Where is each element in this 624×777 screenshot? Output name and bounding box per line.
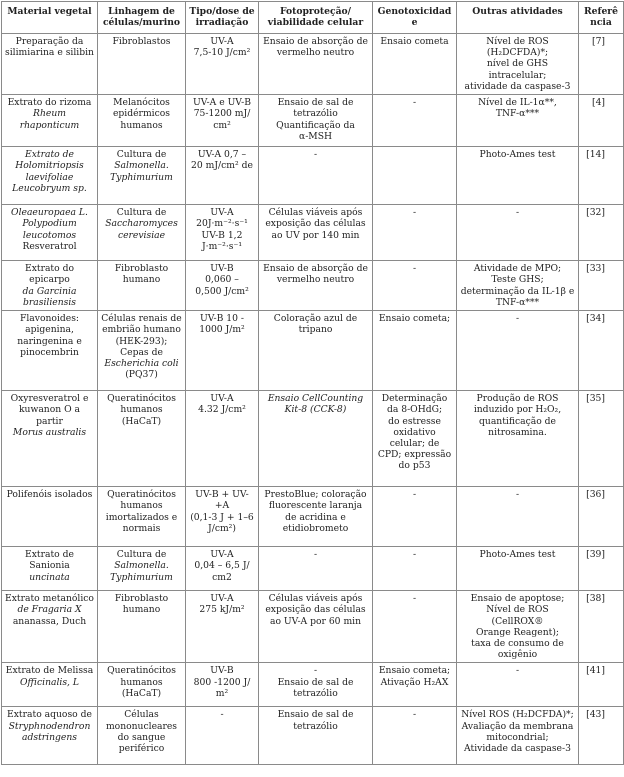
cell-line-text: Polifenóis isolados [6, 489, 93, 501]
cell-cell-line [98, 487, 186, 547]
cell-line-text: - [220, 709, 224, 721]
cell-line-text: quantificação de [479, 415, 556, 427]
cell-other-activities [457, 95, 579, 147]
table-row [2, 311, 624, 391]
cell-cell-line [98, 547, 186, 591]
cell-line-text: humanos [120, 404, 163, 416]
col-header-material: Material vegetal [2, 2, 98, 34]
cell-line-text: - [412, 207, 417, 219]
cell-line-text: 800 -1200 J/ [193, 676, 251, 688]
cell-line-text: Extrato aquoso de [7, 709, 92, 721]
cell-genotoxicity [373, 591, 457, 663]
cell-line-text: UV-B [210, 263, 234, 275]
cell-line-text: pinocembrin [20, 346, 79, 358]
cell-reference: [7] [579, 34, 624, 95]
cell-line-text: tetrazólio [293, 687, 338, 699]
cell-material [2, 547, 98, 591]
cell-line-text: Orange Reagent); [476, 626, 559, 638]
cell-line-text: Fibroblasto [114, 593, 169, 605]
cell-line-text: 0,04 – 6,5 J/ [194, 560, 250, 572]
cell-viability [259, 205, 373, 261]
cell-line-text: Ensaio CellCounting [267, 393, 364, 405]
cell-reference: [43] [579, 707, 624, 765]
cell-genotoxicity [373, 95, 457, 147]
cell-line-text: Morus australis [12, 426, 87, 438]
cell-line-text: UV-A [210, 393, 234, 405]
cell-viability [259, 147, 373, 205]
cell-material [2, 95, 98, 147]
cell-line-text: Atividade da caspase-3 [464, 743, 571, 755]
table-row [2, 95, 624, 147]
cell-line-text: silimiarina e silibin [5, 47, 94, 59]
cell-line-text: - [412, 549, 417, 561]
cell-line-text: UV-B + UV- [195, 489, 249, 501]
cell-viability [259, 34, 373, 95]
cell-genotoxicity [373, 391, 457, 487]
cell-line-text: Células [124, 709, 159, 721]
cell-material [2, 205, 98, 261]
table-row [2, 261, 624, 311]
cell-other-activities [457, 311, 579, 391]
cell-line-text: Queratinócitos [107, 489, 176, 501]
cell-line-text: taxa de consumo de [471, 637, 564, 649]
cell-line-text: Typhimurium [110, 171, 173, 183]
cell-viability [259, 591, 373, 663]
cell-irradiation [186, 487, 259, 547]
cell-line-text: Ensaio cometa; [378, 313, 451, 325]
cell-cell-line [98, 663, 186, 707]
cell-line-text: - [412, 263, 417, 275]
cell-material [2, 147, 98, 205]
cell-line-text: kuwanon O a partir [18, 404, 81, 427]
cell-line-text: UV-A [210, 207, 234, 219]
cell-line-text: - [412, 593, 417, 605]
cell-line-text: periférico [118, 743, 165, 755]
cell-genotoxicity [373, 487, 457, 547]
col-header-viability: Fotoproteção/ viabilidade celular [259, 2, 373, 34]
cell-reference: [4] [579, 95, 624, 147]
cell-line-text: Ativação H₂AX [380, 676, 449, 688]
cell-line-text: (HEK-293); [115, 335, 168, 347]
cell-line-text: Extrato do epicarpo [24, 263, 74, 286]
cell-line-text: cm2 [212, 571, 232, 583]
cell-line-text: Flavonoides: [19, 313, 80, 325]
cell-genotoxicity [373, 147, 457, 205]
cell-genotoxicity [373, 261, 457, 311]
cell-line-text: Avaliação da membrana [461, 720, 574, 732]
cell-line-text: - [313, 665, 318, 677]
cell-line-text: Ensaio de sal de [277, 676, 354, 688]
table-row [2, 707, 624, 765]
cell-line-text: Ensaio cometa [380, 36, 449, 47]
cell-line-text: CPD; expressão [377, 449, 452, 461]
cell-line-text: - [515, 489, 520, 501]
cell-line-text: leucotomos [22, 229, 77, 241]
cell-line-text: Determinação [381, 393, 448, 405]
cell-line-text: da Garcinia [22, 285, 77, 297]
cell-line-text: Stryphnodendron [8, 720, 91, 732]
cell-cell-line [98, 34, 186, 95]
cell-reference: [34] [579, 311, 624, 391]
cell-reference: [41] [579, 663, 624, 707]
cell-irradiation [186, 147, 259, 205]
cell-viability [259, 663, 373, 707]
col-header-other-activities: Outras atividades [457, 2, 579, 34]
cell-line-text: exposição das células [265, 218, 366, 230]
cell-line-text: UV-A e UV-B [193, 97, 251, 109]
cell-irradiation [186, 205, 259, 261]
cell-other-activities [457, 34, 579, 95]
cell-line-text: Polypodium [22, 218, 77, 230]
cell-line-text: uncinata [29, 571, 70, 583]
cell-line-text: Cultura de [116, 149, 167, 161]
cell-viability [259, 391, 373, 487]
cell-line-text: - [313, 549, 318, 561]
cell-material [2, 311, 98, 391]
cell-material [2, 34, 98, 95]
cell-line-text: embrião humano [102, 324, 181, 336]
cell-line-text: UV-B 1,2 [201, 229, 243, 241]
cell-line-text: ao UV por 140 min [271, 229, 360, 241]
cell-irradiation [186, 34, 259, 95]
cell-line-text: do p53 [398, 460, 431, 472]
col-header-irradiation: Tipo/dose de irradiação [186, 2, 259, 34]
cell-line-text: Preparação da [15, 36, 84, 47]
cell-line-text: cerevisiae [117, 229, 166, 241]
cell-other-activities [457, 547, 579, 591]
cell-line-text: vermelho neutro [276, 47, 355, 59]
cell-line-text: Nível de IL-1α**, [478, 97, 557, 109]
cell-irradiation [186, 663, 259, 707]
cell-line-text: Atividade de MPO; [473, 263, 562, 275]
cell-viability [259, 547, 373, 591]
cell-line-text: (PQ37) [125, 369, 158, 381]
cell-line-text: Células viáveis após [268, 207, 363, 219]
table-row [2, 205, 624, 261]
cell-line-text: Ensaio de sal de [277, 709, 354, 721]
cell-irradiation [186, 591, 259, 663]
cell-line-text: tripano [298, 324, 333, 336]
cell-genotoxicity [373, 205, 457, 261]
table-row [2, 547, 624, 591]
cell-material [2, 663, 98, 707]
cell-other-activities [457, 487, 579, 547]
cell-other-activities [457, 205, 579, 261]
cell-viability [259, 707, 373, 765]
cell-cell-line [98, 205, 186, 261]
cell-line-text: apigenina, [25, 324, 74, 336]
table-row [2, 147, 624, 205]
cell-material [2, 591, 98, 663]
cell-other-activities [457, 663, 579, 707]
cell-line-text: UV-B 10 - [199, 313, 245, 325]
cell-line-text: (HaCaT) [121, 687, 162, 699]
cell-line-text: Coloração azul de [273, 313, 358, 325]
cell-line-text: Extrato de [25, 149, 74, 161]
cell-line-text: atividade da caspase-3 [464, 80, 571, 92]
cell-line-text: tetrazólio [293, 108, 338, 120]
cell-line-text: 7,5-10 J/cm² [193, 47, 251, 59]
cell-line-text: oxidativo [393, 426, 436, 438]
cell-material [2, 487, 98, 547]
cell-other-activities [457, 147, 579, 205]
cell-line-text: Holomitriopsis [15, 160, 84, 172]
cell-line-text: Ensaio de sal de [277, 97, 354, 109]
cell-line-text: Escherichia coli [104, 357, 179, 369]
cell-line-text: Salmonella. [114, 160, 169, 172]
cell-irradiation [186, 261, 259, 311]
cell-genotoxicity [373, 547, 457, 591]
cell-line-text: 75-1200 mJ/ [193, 108, 251, 120]
cell-line-text: adstringens [22, 731, 77, 743]
cell-line-text: celular; de [389, 437, 440, 449]
cell-line-text: α-MSH [298, 130, 333, 142]
cell-line-text: humanos [120, 676, 163, 688]
cell-line-text: m² [215, 687, 229, 699]
cell-line-text: Nível de ROS (CellROX® [486, 604, 549, 627]
cell-line-text: Rheum rhaponticum [19, 108, 80, 131]
cell-line-text: PrestoBlue; coloração [264, 489, 367, 501]
cell-cell-line [98, 591, 186, 663]
cell-line-text: humanos [120, 119, 163, 131]
cell-line-text: - [412, 709, 417, 721]
cell-line-text: da 8-OHdG; [386, 404, 443, 416]
cell-cell-line [98, 311, 186, 391]
cell-line-text: nível de GHS intracelular; [486, 58, 549, 81]
cell-line-text: Queratinócitos [107, 665, 176, 677]
cell-irradiation [186, 95, 259, 147]
cell-line-text: mononucleares [105, 720, 178, 732]
cell-line-text: Ensaio de apoptose; [470, 593, 565, 605]
cell-cell-line [98, 261, 186, 311]
cell-line-text: induzido por H₂O₂, [473, 404, 562, 416]
cell-line-text: (H₂DCFDA)*; [486, 47, 549, 59]
table-row [2, 663, 624, 707]
cell-other-activities [457, 391, 579, 487]
table-row [2, 391, 624, 487]
cell-reference: [35] [579, 391, 624, 487]
cell-line-text: imortalizados e [105, 511, 178, 523]
cell-reference: [38] [579, 591, 624, 663]
cell-line-text: etidiobrometo [282, 522, 349, 534]
cell-line-text: naringenina e [17, 335, 82, 347]
cell-line-text: Salmonella. [114, 560, 169, 572]
cell-line-text: 0,060 – [205, 274, 239, 286]
cell-line-text: vermelho neutro [276, 274, 355, 286]
cell-line-text: ananassa, Duch [12, 615, 87, 627]
cell-line-text: (HaCaT) [121, 415, 162, 427]
table-row [2, 34, 624, 95]
cell-line-text: determinação da IL-1β e [460, 285, 575, 297]
cell-line-text: Kit-8 (CCK-8) [284, 404, 347, 416]
header-row [2, 2, 624, 34]
cell-line-text: - [515, 665, 520, 677]
cell-line-text: 20J·m⁻²·s⁻¹ [196, 218, 248, 230]
cell-line-text: Oxyresveratrol e [10, 393, 89, 405]
cell-material [2, 707, 98, 765]
cell-line-text: do sangue [117, 731, 166, 743]
cell-line-text: Photo-Ames test [479, 149, 556, 161]
cell-line-text: Nível de ROS [486, 36, 549, 47]
cell-viability [259, 261, 373, 311]
cell-irradiation [186, 311, 259, 391]
cell-line-text: mitocondrial; [486, 731, 549, 743]
cell-line-text: 0,500 J/cm² [195, 285, 249, 297]
cell-line-text: ao UV-A por 60 min [269, 615, 362, 627]
cell-reference: [39] [579, 547, 624, 591]
cell-line-text: UV-A [210, 593, 234, 605]
cell-line-text: normais [122, 522, 161, 534]
cell-line-text: Photo-Ames test [479, 549, 556, 561]
cell-irradiation [186, 707, 259, 765]
cell-line-text: UV-A [210, 549, 234, 561]
cell-line-text: J·m⁻²·s⁻¹ [201, 240, 243, 252]
cell-line-text: UV-A 0,7 – [197, 149, 247, 161]
cell-other-activities [457, 261, 579, 311]
cell-line-text: Extrato de Melissa [5, 665, 94, 677]
table-body [2, 34, 624, 765]
cell-line-text: epidérmicos [112, 108, 170, 120]
cell-line-text: de acridina e [285, 511, 346, 523]
cell-line-text: 275 kJ/m² [199, 604, 245, 616]
cell-genotoxicity [373, 34, 457, 95]
cell-irradiation [186, 391, 259, 487]
cell-line-text: TNF-α*** [495, 108, 540, 120]
cell-line-text: Cultura de [116, 207, 167, 219]
table-row [2, 487, 624, 547]
cell-line-text: Extrato de Sanionia [25, 549, 74, 572]
table-row [2, 591, 624, 663]
col-header-genotoxicity: Genotoxicidade [373, 2, 457, 34]
cell-viability [259, 487, 373, 547]
cell-line-text: humano [122, 604, 161, 616]
cell-material [2, 261, 98, 311]
cell-line-text: - [313, 149, 318, 161]
cell-line-text: oxigênio [497, 649, 538, 661]
cell-line-text: Células viáveis após [268, 593, 363, 605]
cell-line-text: laevifoliae [25, 171, 74, 183]
cell-line-text: humanos [120, 500, 163, 512]
cell-line-text: Células renais de [101, 313, 182, 325]
cell-irradiation [186, 547, 259, 591]
cell-genotoxicity [373, 663, 457, 707]
cell-genotoxicity [373, 707, 457, 765]
col-header-cell-line: Linhagem de células/murino [98, 2, 186, 34]
cell-line-text: Fibroblastos [112, 36, 171, 47]
cell-line-text: Ensaio cometa; [378, 665, 451, 677]
cell-line-text: - [412, 489, 417, 501]
cell-line-text: Teste GHS; [491, 274, 544, 286]
cell-line-text: 20 mJ/cm² de [191, 160, 253, 172]
cell-line-text: Cepas de [120, 346, 163, 358]
cell-line-text: +A [214, 500, 230, 512]
cell-line-text: Oleaeuropaea L. [11, 207, 88, 219]
cell-line-text: Officinalis, L [20, 676, 79, 688]
cell-line-text: Produção de ROS [476, 393, 559, 405]
cell-line-text: Melanócitos [113, 97, 170, 109]
cell-line-text: UV-B [210, 665, 234, 677]
col-header-reference: Referência [579, 2, 624, 34]
cell-line-text: Queratinócitos [107, 393, 176, 405]
cell-line-text: J/cm²) [208, 522, 236, 534]
cell-viability [259, 95, 373, 147]
cell-genotoxicity [373, 311, 457, 391]
cell-reference: [32] [579, 205, 624, 261]
cell-reference: [14] [579, 147, 624, 205]
cell-reference: [33] [579, 261, 624, 311]
cell-line-text: Saccharomyces [105, 218, 178, 230]
cell-line-text: de Fragaria X [17, 604, 82, 616]
cell-line-text: TNF-α*** [495, 296, 540, 308]
cell-line-text: Extrato metanólico [5, 593, 94, 605]
cell-line-text: Cultura de [116, 549, 167, 561]
cell-line-text: Leucobryum sp. [12, 182, 87, 194]
cell-line-text: cm² [213, 119, 231, 131]
cell-cell-line [98, 95, 186, 147]
cell-line-text: Ensaio de absorção de [263, 36, 368, 47]
cell-line-text: Ensaio de absorção de [263, 263, 368, 275]
results-table [1, 1, 624, 765]
cell-line-text: humano [122, 274, 161, 286]
cell-line-text: 1000 J/m² [199, 324, 245, 336]
cell-reference: [36] [579, 487, 624, 547]
cell-line-text: Quantificação da [276, 119, 355, 131]
cell-line-text: - [515, 207, 520, 219]
cell-line-text: - [412, 97, 417, 109]
cell-line-text: exposição das células [265, 604, 366, 616]
cell-line-text: do estresse [388, 415, 441, 427]
cell-line-text: Nível ROS (H₂DCFDA)*; [461, 709, 574, 721]
cell-line-text: Resveratrol [22, 240, 77, 252]
cell-viability [259, 311, 373, 391]
cell-line-text: UV-A [210, 36, 234, 47]
cell-line-text: Extrato do rizoma [7, 97, 92, 109]
cell-cell-line [98, 147, 186, 205]
cell-line-text: fluorescente laranja [268, 500, 363, 512]
cell-line-text: (0,1-3 J + 1–6 [190, 511, 254, 523]
cell-line-text: brasiliensis [22, 296, 76, 308]
cell-line-text: - [515, 313, 520, 325]
cell-line-text: Fibroblasto [114, 263, 169, 275]
cell-line-text: nitrosamina. [488, 426, 547, 438]
cell-other-activities [457, 591, 579, 663]
cell-other-activities [457, 707, 579, 765]
cell-material [2, 391, 98, 487]
cell-line-text: tetrazólio [293, 720, 338, 732]
cell-line-text: Typhimurium [110, 571, 173, 583]
cell-cell-line [98, 391, 186, 487]
cell-cell-line [98, 707, 186, 765]
cell-line-text: 4.32 J/cm² [198, 404, 246, 416]
